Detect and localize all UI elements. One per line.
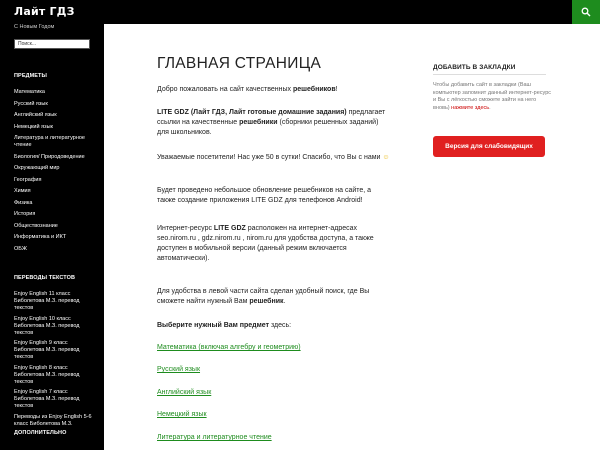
choose-subject-paragraph: Выберите нужный Вам предмет здесь: [157,322,292,329]
subjects-heading: ПРЕДМЕТЫ [14,73,48,79]
search-toggle-button[interactable] [572,0,600,24]
subject-link-german[interactable]: Немецкий язык [157,411,207,418]
sidebar-item-biology[interactable]: Биология/ Природоведение [14,153,85,160]
subject-link-russian[interactable]: Русский язык [157,366,201,373]
translations-heading: ПЕРЕВОДЫ ТЕКСТОВ [14,275,76,281]
sidebar-item-english[interactable]: Английский язык [14,112,57,118]
visually-impaired-button[interactable]: Версия для слабовидящих [433,136,545,157]
subjects-list [14,89,98,257]
update-paragraph: Будет проведено небольшое обновление решебников на сайте, а также создание приложения LITE GDZ для телефонов Android! [157,187,372,204]
bookmark-widget-heading: ДОБАВИТЬ В ЗАКЛАДКИ [433,64,516,71]
extra-heading: ДОПОЛНИТЕЛЬНО [14,430,67,436]
bookmark-link[interactable]: нажмите здесь [451,104,490,111]
sidebar-item-chemistry[interactable]: Химия [14,188,31,194]
sidebar-item-obzh[interactable]: ОБЖ [14,245,27,252]
sidebar-item-history[interactable]: История [14,211,36,217]
search-icon [581,7,591,17]
subject-link-math[interactable]: Математика (включая алгебру и геометрию) [157,344,301,351]
sidebar-item-informatics[interactable]: Информатика и ИКТ [14,234,67,240]
subject-link-literature[interactable]: Литература и литературное чтение [157,434,272,441]
sidebar-item-russian[interactable]: Русский язык [14,100,48,107]
sidebar [0,24,104,450]
sidebar-item-geography[interactable]: География [14,176,42,183]
address-paragraph: Интернет-ресурс LITE GDZ расположен на интернет-адресах seo.nirom.ru , gdz.nirom.ru , nirom.ru для удобства доступа, а также доступен в мобильной версии (данный режим включается автоматически). [157,225,374,262]
sidebar-item-translation[interactable]: Enjoy English 10 класс Биболетова М.З. перевод текстов [14,315,80,336]
welcome-paragraph: Добро пожаловать на сайт качественных решебников! [157,86,338,93]
smiley-icon: ☺ [382,154,390,161]
top-bar [0,0,600,24]
intro-paragraph: LITE GDZ (Лайт ГДЗ, Лайт готовые домашние задания) предлагает ссылки на качественные решебники (сборники решенных заданий) для школьников. [157,109,386,136]
translations-list [14,291,98,431]
search-hint-paragraph: Для удобства в левой части сайта сделан удобный поиск, где Вы сможете найти нужный Вам решебник. [157,288,370,305]
sidebar-item-translation[interactable]: Enjoy English 8 класс Биболетова М.З. перевод текстов [14,364,80,385]
sidebar-search-input[interactable] [14,39,90,49]
page-title: ГЛАВНАЯ СТРАНИЦА [157,55,322,72]
sidebar-item-translation[interactable]: Enjoy English 11 класс Биболетова М.З. перевод текстов [14,291,80,311]
sidebar-item-translation[interactable]: Enjoy English 9 класс Биболетова М.З. перевод текстов [14,340,80,360]
main-content [104,24,600,450]
sidebar-item-translation[interactable]: Переводы из Enjoy English 5-6 класс Биболетова М.З. [14,413,92,427]
site-title[interactable]: Лайт ГДЗ [14,5,75,18]
sidebar-item-german[interactable]: Немецкий язык [14,123,53,130]
visitors-paragraph: Уважаемые посетители! Нас уже 50 в сутки! Спасибо, что Вы с нами ☺ [157,154,390,161]
subject-link-english[interactable]: Английский язык [157,389,212,396]
bookmark-widget-text: Чтобы добавить сайт в закладки (Ваш компьютер запомнит данный интернет-ресурс и Вы с лёгкостью сможете зайти на него вновь) нажмите здесь. [433,82,552,111]
widget-divider [433,74,546,75]
sidebar-item-translation[interactable]: Enjoy English 7 класс Биболетова М.З. перевод текстов [14,389,80,409]
sidebar-item-world[interactable]: Окружающий мир [14,165,60,171]
sidebar-item-social[interactable]: Обществознание [14,222,58,229]
sidebar-item-literature[interactable]: Литература и литературное чтение [14,135,85,148]
sidebar-item-physics[interactable]: Физика [14,199,33,206]
sidebar-item-math[interactable]: Математика [14,89,45,95]
site-tagline: С Новым Годом [14,24,55,30]
